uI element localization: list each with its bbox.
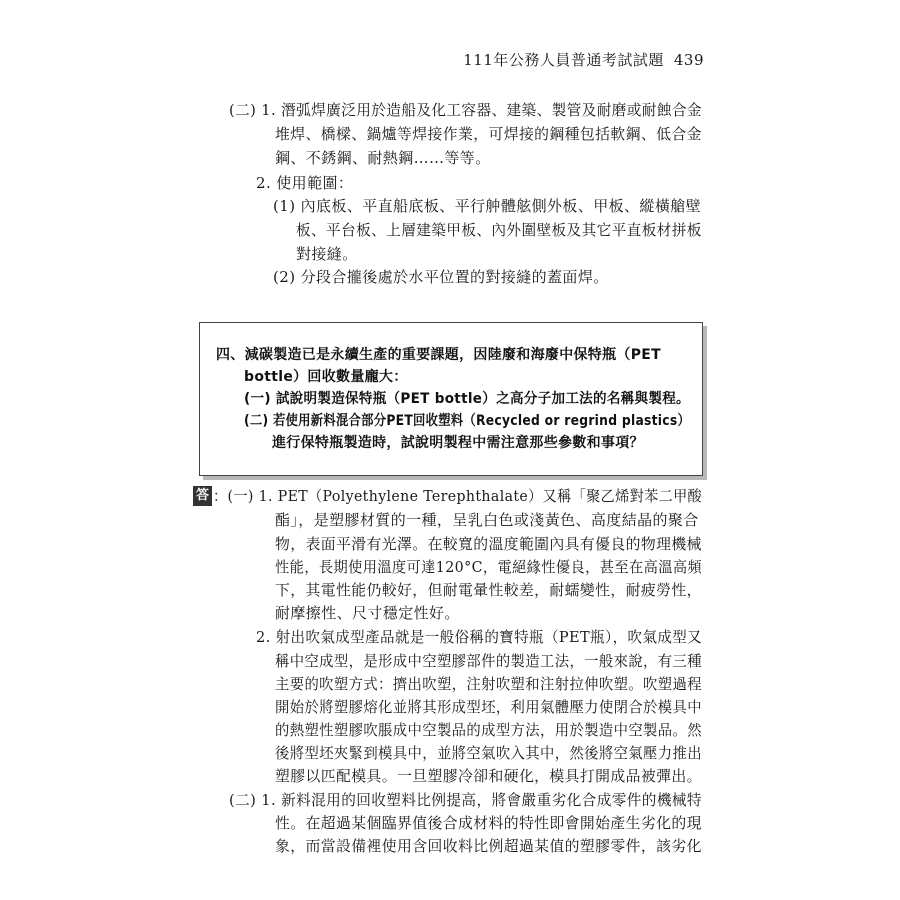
text-line: (二) 1. 潛弧焊廣泛用於造船及化工容器、建築、製管及耐磨或耐蝕合金 xyxy=(229,101,702,119)
text-line: (2) 分段合攏後處於水平位置的對接縫的蓋面焊。 xyxy=(273,268,609,286)
text-line: (1) 內底板、平直船底板、平行舯體舷側外板、甲板、縱橫艙壁 xyxy=(273,197,702,215)
text-line: 的熱塑性塑膠吹脹成中空製品的成型方法，用於製造中空製品。然 xyxy=(275,721,702,739)
text-line: 耐摩擦性、尺寸穩定性好。 xyxy=(275,604,460,622)
text-line: (二) 1. 新料混用的回收塑料比例提高，將會嚴重劣化合成零件的機械特 xyxy=(229,791,702,809)
text-line: 稱中空成型，是形成中空塑膠部件的製造工法，一般來說，有三種 xyxy=(275,652,702,670)
question-box xyxy=(199,322,703,476)
question-line: bottle）回收數量龐大： xyxy=(244,369,408,385)
answer-badge: 答 xyxy=(193,486,212,506)
text-line: 象，而當設備裡使用含回收料比例超過某值的塑膠零件，該劣化 xyxy=(275,837,702,855)
text-line: 塑膠以匹配模具。一旦塑膠冷卻和硬化，模具打開成品被彈出。 xyxy=(275,767,702,785)
text-line: 2. 使用範圍： xyxy=(256,174,354,192)
text-line: 後將型坯夾緊到模具中，並將空氣吹入其中，然後將空氣壓力推出 xyxy=(275,744,702,762)
text-line: 鋼、不銹鋼、耐熱鋼……等等。 xyxy=(275,149,491,167)
question-line: (二) 若使用新料混合部分PET回收塑料（Recycled or regrind plastics） xyxy=(244,413,691,429)
question-line: (一) 試說明製造保特瓶（PET bottle）之高分子加工法的名稱與製程。 xyxy=(244,391,690,407)
text-line: 物，表面平滑有光澤。在較寬的溫度範圍內具有優良的物理機械 xyxy=(275,535,702,553)
question-line: 進行保特瓶製造時，試說明製程中需注意那些參數和事項？ xyxy=(272,435,644,451)
page-number: 439 xyxy=(673,51,704,69)
text-line: 性能，長期使用溫度可達120°C，電絕緣性優良，甚至在高溫高頻 xyxy=(275,558,703,576)
text-line: 性。在超過某個臨界值後合成材料的特性即會開始產生劣化的現 xyxy=(275,814,702,832)
text-line: 板、平台板、上層建築甲板、內外圍壁板及其它平直板材拼板 xyxy=(296,221,702,239)
text-line: ：(一) 1. PET（Polyethylene Terephthalate）又稱「聚乙烯對苯二甲酸 xyxy=(213,487,703,505)
text-line: 對接縫。 xyxy=(296,245,358,263)
running-header xyxy=(463,49,704,70)
text-line: 堆焊、橋樑、鍋爐等焊接作業，可焊接的鋼種包括軟鋼、低合金 xyxy=(275,125,702,143)
header-title: 111年公務人員普通考試試題 xyxy=(463,51,664,69)
text-line: 主要的吹塑方式：擠出吹塑，注射吹塑和注射拉伸吹塑。吹塑過程 xyxy=(275,675,702,693)
text-line: 下，其電性能仍較好，但耐電暈性較差，耐蠕變性，耐疲勞性， xyxy=(275,581,702,599)
text-line: 酯」，是塑膠材質的一種，呈乳白色或淺黃色、高度結晶的聚合 xyxy=(275,511,699,529)
text-line: 2. 射出吹氣成型產品就是一般俗稱的寶特瓶（PET瓶），吹氣成型又 xyxy=(256,628,703,646)
question-line: 四、減碳製造已是永續生產的重要課題，因陸廢和海廢中保特瓶（PET xyxy=(216,347,661,363)
text-line: 開始於將塑膠熔化並將其形成型坯，利用氣體壓力使閉合於模具中 xyxy=(275,698,702,716)
